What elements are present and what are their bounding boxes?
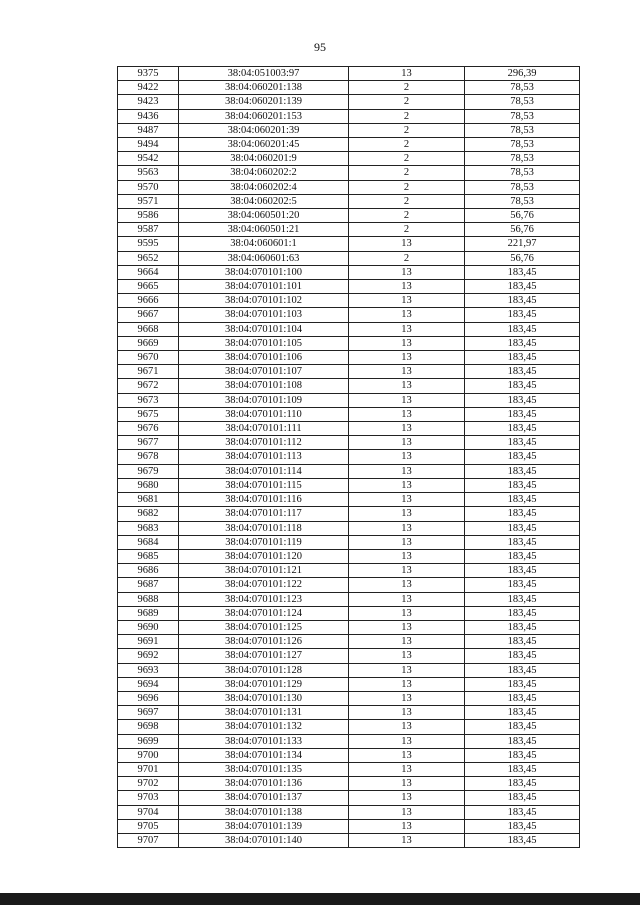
amount-cell: 296,39 [465,67,580,81]
registry-table-body [118,67,580,848]
category-cell: 2 [349,194,465,208]
cadastral-number-cell: 38:04:070101:135 [179,762,349,776]
cadastral-number-cell: 38:04:070101:127 [179,649,349,663]
category-cell: 13 [349,336,465,350]
row-number-cell: 9698 [118,720,179,734]
category-cell: 13 [349,748,465,762]
table-row [118,734,580,748]
category-cell: 13 [349,393,465,407]
table-row [118,280,580,294]
cadastral-number-cell: 38:04:060201:39 [179,123,349,137]
row-number-cell: 9692 [118,649,179,663]
row-number-cell: 9707 [118,833,179,847]
table-row [118,549,580,563]
category-cell: 13 [349,791,465,805]
table-row [118,578,580,592]
table-row [118,606,580,620]
table-row [118,393,580,407]
table-row [118,123,580,137]
category-cell: 2 [349,109,465,123]
row-number-cell: 9685 [118,549,179,563]
cadastral-number-cell: 38:04:070101:119 [179,535,349,549]
cadastral-number-cell: 38:04:060201:138 [179,81,349,95]
cadastral-number-cell: 38:04:070101:120 [179,549,349,563]
row-number-cell: 9668 [118,322,179,336]
row-number-cell: 9704 [118,805,179,819]
category-cell: 13 [349,819,465,833]
category-cell: 13 [349,436,465,450]
row-number-cell: 9679 [118,464,179,478]
row-number-cell: 9677 [118,436,179,450]
amount-cell: 183,45 [465,493,580,507]
table-row [118,777,580,791]
table-row [118,791,580,805]
category-cell: 13 [349,762,465,776]
amount-cell: 183,45 [465,535,580,549]
cadastral-number-cell: 38:04:070101:117 [179,507,349,521]
cadastral-number-cell: 38:04:070101:134 [179,748,349,762]
category-cell: 13 [349,720,465,734]
category-cell: 13 [349,478,465,492]
table-row [118,564,580,578]
category-cell: 13 [349,691,465,705]
amount-cell: 56,76 [465,251,580,265]
amount-cell: 78,53 [465,194,580,208]
row-number-cell: 9686 [118,564,179,578]
table-row [118,450,580,464]
category-cell: 13 [349,564,465,578]
table-row [118,308,580,322]
table-row [118,521,580,535]
cadastral-number-cell: 38:04:070101:125 [179,620,349,634]
row-number-cell: 9673 [118,393,179,407]
row-number-cell: 9683 [118,521,179,535]
table-row [118,507,580,521]
cadastral-number-cell: 38:04:070101:129 [179,677,349,691]
amount-cell: 78,53 [465,180,580,194]
amount-cell: 183,45 [465,365,580,379]
cadastral-number-cell: 38:04:070101:137 [179,791,349,805]
table-row [118,180,580,194]
cadastral-number-cell: 38:04:060201:45 [179,138,349,152]
category-cell: 2 [349,223,465,237]
table-row [118,265,580,279]
cadastral-number-cell: 38:04:070101:136 [179,777,349,791]
cadastral-number-cell: 38:04:070101:103 [179,308,349,322]
category-cell: 13 [349,322,465,336]
row-number-cell: 9587 [118,223,179,237]
category-cell: 13 [349,237,465,251]
amount-cell: 183,45 [465,265,580,279]
category-cell: 13 [349,450,465,464]
amount-cell: 221,97 [465,237,580,251]
amount-cell: 183,45 [465,280,580,294]
amount-cell: 183,45 [465,635,580,649]
cadastral-number-cell: 38:04:070101:122 [179,578,349,592]
cadastral-number-cell: 38:04:070101:128 [179,663,349,677]
cadastral-number-cell: 38:04:070101:140 [179,833,349,847]
table-row [118,109,580,123]
row-number-cell: 9664 [118,265,179,279]
category-cell: 13 [349,833,465,847]
category-cell: 13 [349,294,465,308]
row-number-cell: 9586 [118,209,179,223]
cadastral-number-cell: 38:04:060202:2 [179,166,349,180]
cadastral-number-cell: 38:04:070101:100 [179,265,349,279]
row-number-cell: 9570 [118,180,179,194]
cadastral-number-cell: 38:04:070101:105 [179,336,349,350]
cadastral-number-cell: 38:04:070101:116 [179,493,349,507]
cadastral-number-cell: 38:04:070101:106 [179,351,349,365]
amount-cell: 183,45 [465,777,580,791]
amount-cell: 183,45 [465,294,580,308]
table-row [118,706,580,720]
cadastral-number-cell: 38:04:070101:133 [179,734,349,748]
table-row [118,81,580,95]
amount-cell: 183,45 [465,549,580,563]
row-number-cell: 9691 [118,635,179,649]
table-row [118,805,580,819]
table-row [118,833,580,847]
cadastral-number-cell: 38:04:070101:107 [179,365,349,379]
cadastral-number-cell: 38:04:070101:132 [179,720,349,734]
cadastral-number-cell: 38:04:070101:131 [179,706,349,720]
amount-cell: 183,45 [465,478,580,492]
amount-cell: 183,45 [465,351,580,365]
category-cell: 13 [349,734,465,748]
amount-cell: 183,45 [465,464,580,478]
amount-cell: 78,53 [465,123,580,137]
category-cell: 13 [349,663,465,677]
category-cell: 13 [349,365,465,379]
row-number-cell: 9696 [118,691,179,705]
table-row [118,95,580,109]
amount-cell: 183,45 [465,720,580,734]
category-cell: 2 [349,209,465,223]
category-cell: 13 [349,606,465,620]
amount-cell: 183,45 [465,606,580,620]
amount-cell: 183,45 [465,663,580,677]
category-cell: 13 [349,265,465,279]
table-row [118,322,580,336]
table-row [118,436,580,450]
row-number-cell: 9688 [118,592,179,606]
table-row [118,535,580,549]
cadastral-number-cell: 38:04:060501:21 [179,223,349,237]
cadastral-number-cell: 38:04:070101:101 [179,280,349,294]
cadastral-number-cell: 38:04:070101:138 [179,805,349,819]
amount-cell: 78,53 [465,138,580,152]
table-row [118,677,580,691]
row-number-cell: 9684 [118,535,179,549]
table-row [118,379,580,393]
row-number-cell: 9676 [118,422,179,436]
amount-cell: 78,53 [465,166,580,180]
amount-cell: 183,45 [465,393,580,407]
table-row [118,166,580,180]
cadastral-number-cell: 38:04:051003:97 [179,67,349,81]
amount-cell: 183,45 [465,706,580,720]
category-cell: 13 [349,620,465,634]
cadastral-number-cell: 38:04:060201:9 [179,152,349,166]
cadastral-number-cell: 38:04:070101:124 [179,606,349,620]
amount-cell: 183,45 [465,450,580,464]
row-number-cell: 9494 [118,138,179,152]
category-cell: 13 [349,407,465,421]
amount-cell: 78,53 [465,109,580,123]
amount-cell: 183,45 [465,734,580,748]
category-cell: 13 [349,280,465,294]
table-row [118,67,580,81]
cadastral-number-cell: 38:04:060501:20 [179,209,349,223]
category-cell: 13 [349,308,465,322]
table-row [118,493,580,507]
category-cell: 2 [349,138,465,152]
row-number-cell: 9697 [118,706,179,720]
cadastral-number-cell: 38:04:070101:121 [179,564,349,578]
category-cell: 2 [349,95,465,109]
row-number-cell: 9682 [118,507,179,521]
amount-cell: 183,45 [465,507,580,521]
row-number-cell: 9700 [118,748,179,762]
row-number-cell: 9705 [118,819,179,833]
cadastral-number-cell: 38:04:070101:112 [179,436,349,450]
table-row [118,223,580,237]
row-number-cell: 9681 [118,493,179,507]
amount-cell: 183,45 [465,521,580,535]
row-number-cell: 9690 [118,620,179,634]
registry-table [117,66,580,848]
amount-cell: 183,45 [465,436,580,450]
table-row [118,209,580,223]
cadastral-number-cell: 38:04:070101:110 [179,407,349,421]
table-row [118,336,580,350]
row-number-cell: 9487 [118,123,179,137]
table-row [118,422,580,436]
category-cell: 13 [349,635,465,649]
row-number-cell: 9680 [118,478,179,492]
category-cell: 13 [349,493,465,507]
amount-cell: 183,45 [465,578,580,592]
amount-cell: 183,45 [465,805,580,819]
cadastral-number-cell: 38:04:070101:104 [179,322,349,336]
row-number-cell: 9595 [118,237,179,251]
cadastral-number-cell: 38:04:060202:5 [179,194,349,208]
amount-cell: 183,45 [465,748,580,762]
amount-cell: 78,53 [465,81,580,95]
amount-cell: 183,45 [465,649,580,663]
row-number-cell: 9423 [118,95,179,109]
category-cell: 13 [349,67,465,81]
row-number-cell: 9667 [118,308,179,322]
table-row [118,138,580,152]
amount-cell: 183,45 [465,407,580,421]
category-cell: 13 [349,777,465,791]
cadastral-number-cell: 38:04:060201:153 [179,109,349,123]
page-number: 95 [314,40,326,54]
cadastral-number-cell: 38:04:070101:114 [179,464,349,478]
row-number-cell: 9375 [118,67,179,81]
category-cell: 13 [349,706,465,720]
row-number-cell: 9694 [118,677,179,691]
cadastral-number-cell: 38:04:070101:113 [179,450,349,464]
category-cell: 2 [349,166,465,180]
row-number-cell: 9678 [118,450,179,464]
amount-cell: 183,45 [465,592,580,606]
row-number-cell: 9693 [118,663,179,677]
row-number-cell: 9563 [118,166,179,180]
amount-cell: 183,45 [465,791,580,805]
category-cell: 13 [349,521,465,535]
cadastral-number-cell: 38:04:060601:63 [179,251,349,265]
amount-cell: 78,53 [465,95,580,109]
category-cell: 2 [349,152,465,166]
table-row [118,152,580,166]
table-row [118,691,580,705]
row-number-cell: 9666 [118,294,179,308]
category-cell: 2 [349,251,465,265]
category-cell: 2 [349,180,465,194]
cadastral-number-cell: 38:04:070101:130 [179,691,349,705]
table-row [118,663,580,677]
row-number-cell: 9669 [118,336,179,350]
table-row [118,294,580,308]
cadastral-number-cell: 38:04:070101:139 [179,819,349,833]
amount-cell: 183,45 [465,322,580,336]
table-row [118,464,580,478]
category-cell: 13 [349,464,465,478]
amount-cell: 183,45 [465,819,580,833]
table-row [118,251,580,265]
amount-cell: 183,45 [465,564,580,578]
row-number-cell: 9665 [118,280,179,294]
cadastral-number-cell: 38:04:070101:115 [179,478,349,492]
row-number-cell: 9436 [118,109,179,123]
category-cell: 13 [349,507,465,521]
table-row [118,592,580,606]
row-number-cell: 9422 [118,81,179,95]
amount-cell: 183,45 [465,308,580,322]
amount-cell: 183,45 [465,422,580,436]
cadastral-number-cell: 38:04:070101:118 [179,521,349,535]
table-row [118,407,580,421]
row-number-cell: 9652 [118,251,179,265]
cadastral-number-cell: 38:04:070101:126 [179,635,349,649]
row-number-cell: 9670 [118,351,179,365]
amount-cell: 183,45 [465,379,580,393]
category-cell: 13 [349,549,465,563]
table-row [118,237,580,251]
category-cell: 13 [349,578,465,592]
amount-cell: 56,76 [465,223,580,237]
cadastral-number-cell: 38:04:070101:123 [179,592,349,606]
table-row [118,720,580,734]
row-number-cell: 9699 [118,734,179,748]
category-cell: 13 [349,805,465,819]
category-cell: 13 [349,535,465,549]
amount-cell: 183,45 [465,833,580,847]
row-number-cell: 9672 [118,379,179,393]
table-row [118,194,580,208]
category-cell: 2 [349,81,465,95]
row-number-cell: 9675 [118,407,179,421]
category-cell: 13 [349,351,465,365]
cadastral-number-cell: 38:04:070101:102 [179,294,349,308]
row-number-cell: 9702 [118,777,179,791]
category-cell: 13 [349,592,465,606]
category-cell: 13 [349,422,465,436]
row-number-cell: 9701 [118,762,179,776]
cadastral-number-cell: 38:04:070101:108 [179,379,349,393]
row-number-cell: 9571 [118,194,179,208]
cadastral-number-cell: 38:04:060601:1 [179,237,349,251]
row-number-cell: 9689 [118,606,179,620]
table-row [118,762,580,776]
table-row [118,635,580,649]
amount-cell: 78,53 [465,152,580,166]
category-cell: 13 [349,677,465,691]
table-row [118,748,580,762]
table-row [118,365,580,379]
row-number-cell: 9703 [118,791,179,805]
row-number-cell: 9542 [118,152,179,166]
amount-cell: 56,76 [465,209,580,223]
scan-bottom-edge [0,893,640,905]
amount-cell: 183,45 [465,691,580,705]
amount-cell: 183,45 [465,762,580,776]
amount-cell: 183,45 [465,677,580,691]
cadastral-number-cell: 38:04:060202:4 [179,180,349,194]
row-number-cell: 9671 [118,365,179,379]
table-row [118,819,580,833]
table-row [118,620,580,634]
category-cell: 13 [349,379,465,393]
amount-cell: 183,45 [465,336,580,350]
category-cell: 2 [349,123,465,137]
amount-cell: 183,45 [465,620,580,634]
row-number-cell: 9687 [118,578,179,592]
category-cell: 13 [349,649,465,663]
table-row [118,478,580,492]
cadastral-number-cell: 38:04:060201:139 [179,95,349,109]
cadastral-number-cell: 38:04:070101:111 [179,422,349,436]
table-row [118,649,580,663]
cadastral-number-cell: 38:04:070101:109 [179,393,349,407]
table-row [118,351,580,365]
